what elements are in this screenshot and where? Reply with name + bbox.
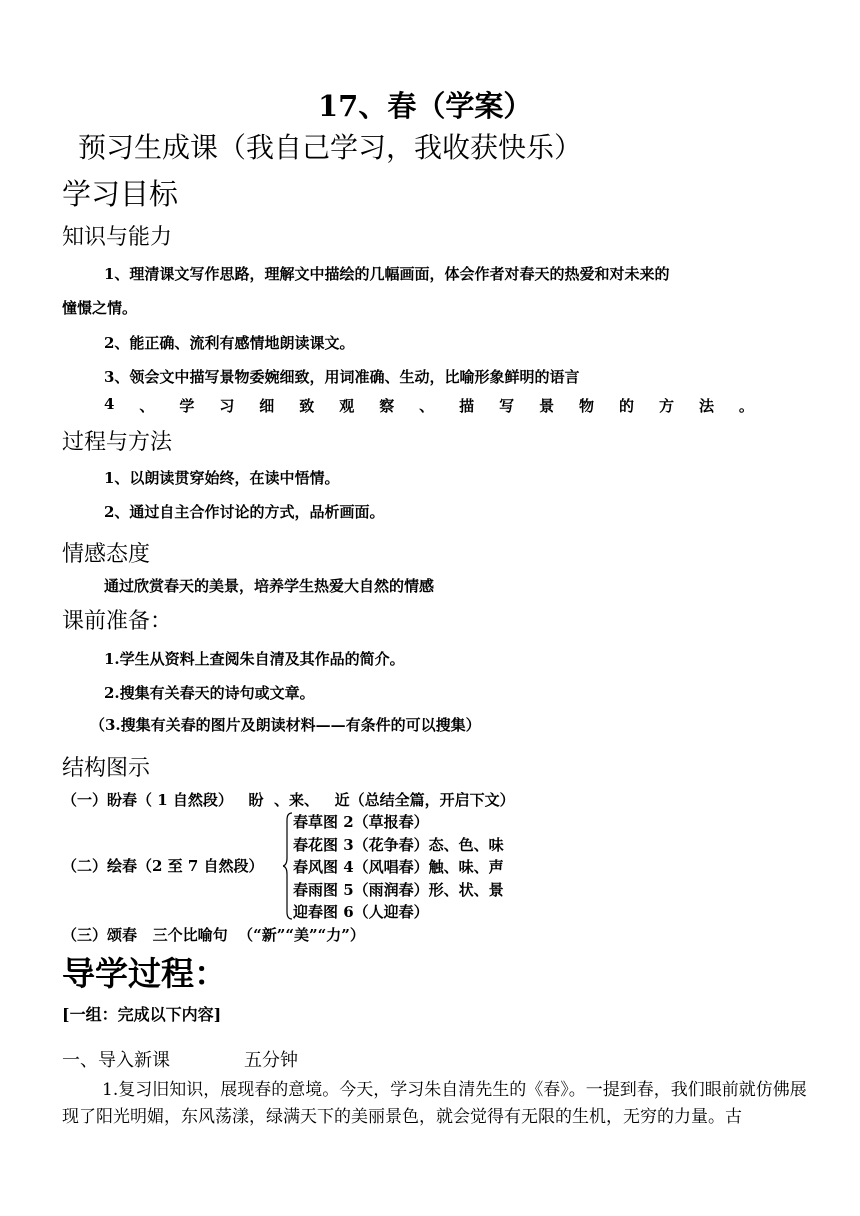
structure-item: 迎春图 6（人迎春） bbox=[293, 903, 429, 921]
structure-item: 春草图 2（草报春） bbox=[293, 813, 429, 831]
process-item-2: 2、通过自主合作讨论的方式，品析画面。 bbox=[104, 503, 385, 521]
knowledge-item-4-char: 物 bbox=[579, 397, 595, 415]
knowledge-item-4-char: 。 bbox=[738, 397, 754, 415]
knowledge-item-4-char: 方 bbox=[658, 397, 674, 415]
intro-heading: 一、导入新课 bbox=[62, 1050, 170, 1071]
group-note: [一组：完成以下内容] bbox=[62, 1005, 222, 1024]
knowledge-item-4-char: 观 bbox=[339, 397, 355, 415]
process-item-1: 1、以朗读贯穿始终，在读中悟情。 bbox=[104, 469, 340, 487]
prep-item-1: 1.学生从资料上查阅朱自清及其作品的简介。 bbox=[104, 650, 405, 668]
emotion-text: 通过欣赏春天的美景，培养学生热爱大自然的情感 bbox=[104, 577, 435, 595]
knowledge-item-4-char: 4 bbox=[104, 395, 115, 413]
prep-heading: 课前准备： bbox=[62, 609, 173, 634]
knowledge-item-4 bbox=[104, 395, 754, 416]
knowledge-item-4-char: 的 bbox=[619, 397, 635, 415]
structure-heading: 结构图示 bbox=[62, 756, 151, 781]
structure-item: 春雨图 5（雨润春）形、状、景 bbox=[293, 881, 504, 899]
knowledge-item-4-char: 学 bbox=[179, 397, 195, 415]
prep-item-2: 2.搜集有关春天的诗句或文章。 bbox=[104, 684, 315, 702]
goals-heading: 学习目标 bbox=[62, 177, 179, 211]
structure-part-3: （三）颂春 三个比喻句 （“新”“美”“力”） bbox=[62, 926, 365, 944]
structure-item: 春花图 3（花争春）态、色、味 bbox=[293, 836, 504, 854]
knowledge-item-4-char: 、 bbox=[139, 397, 155, 415]
knowledge-item-1: 1、理清课文写作思路，理解文中描绘的几幅画面，体会作者对春天的热爱和对未来的 bbox=[104, 265, 670, 283]
intro-time: 五分钟 bbox=[244, 1050, 298, 1071]
page-subtitle: 预习生成课（我自己学习，我收获快乐） bbox=[78, 131, 583, 164]
structure-part-2-label: （二）绘春（2 至 7 自然段） bbox=[62, 857, 264, 875]
knowledge-item-4-char: 、 bbox=[419, 397, 435, 415]
page-title: 17、春（学案） bbox=[318, 89, 533, 123]
curly-brace-icon bbox=[283, 812, 293, 920]
structure-item: 春风图 4（风唱春）触、味、声 bbox=[293, 858, 504, 876]
knowledge-item-1-cont: 憧憬之情。 bbox=[62, 299, 138, 317]
knowledge-item-4-char: 写 bbox=[499, 397, 515, 415]
knowledge-item-3: 3、领会文中描写景物委婉细致，用词准确、生动，比喻形象鲜明的语言 bbox=[104, 368, 580, 386]
process-heading: 过程与方法 bbox=[62, 430, 173, 455]
knowledge-item-4-char: 法 bbox=[698, 397, 714, 415]
emotion-heading: 情感态度 bbox=[62, 542, 151, 567]
knowledge-item-4-char: 习 bbox=[219, 397, 235, 415]
knowledge-item-4-char: 察 bbox=[379, 397, 395, 415]
knowledge-item-4-char: 景 bbox=[539, 397, 555, 415]
knowledge-item-4-char: 描 bbox=[459, 397, 475, 415]
guide-heading: 导学过程： bbox=[62, 954, 227, 993]
knowledge-item-2: 2、能正确、流利有感情地朗读课文。 bbox=[104, 334, 355, 352]
intro-paragraph: 1.复习旧知识，展现春的意境。今天，学习朱自清先生的《春》。一提到春，我们眼前就仿佛展现了阳光明媚，东风荡漾，绿满天下的美丽景色，就会觉得有无限的生机，无穷的力量。古 bbox=[62, 1080, 807, 1127]
knowledge-item-4-char: 细 bbox=[259, 397, 275, 415]
structure-part-1: （一）盼春（ 1 自然段） 盼 、来、 近（总结全篇，开启下文） bbox=[62, 791, 515, 809]
knowledge-heading: 知识与能力 bbox=[62, 225, 173, 250]
prep-item-3: （3.搜集有关春的图片及朗读材料——有条件的可以搜集） bbox=[90, 716, 481, 734]
knowledge-item-4-char: 致 bbox=[299, 397, 315, 415]
